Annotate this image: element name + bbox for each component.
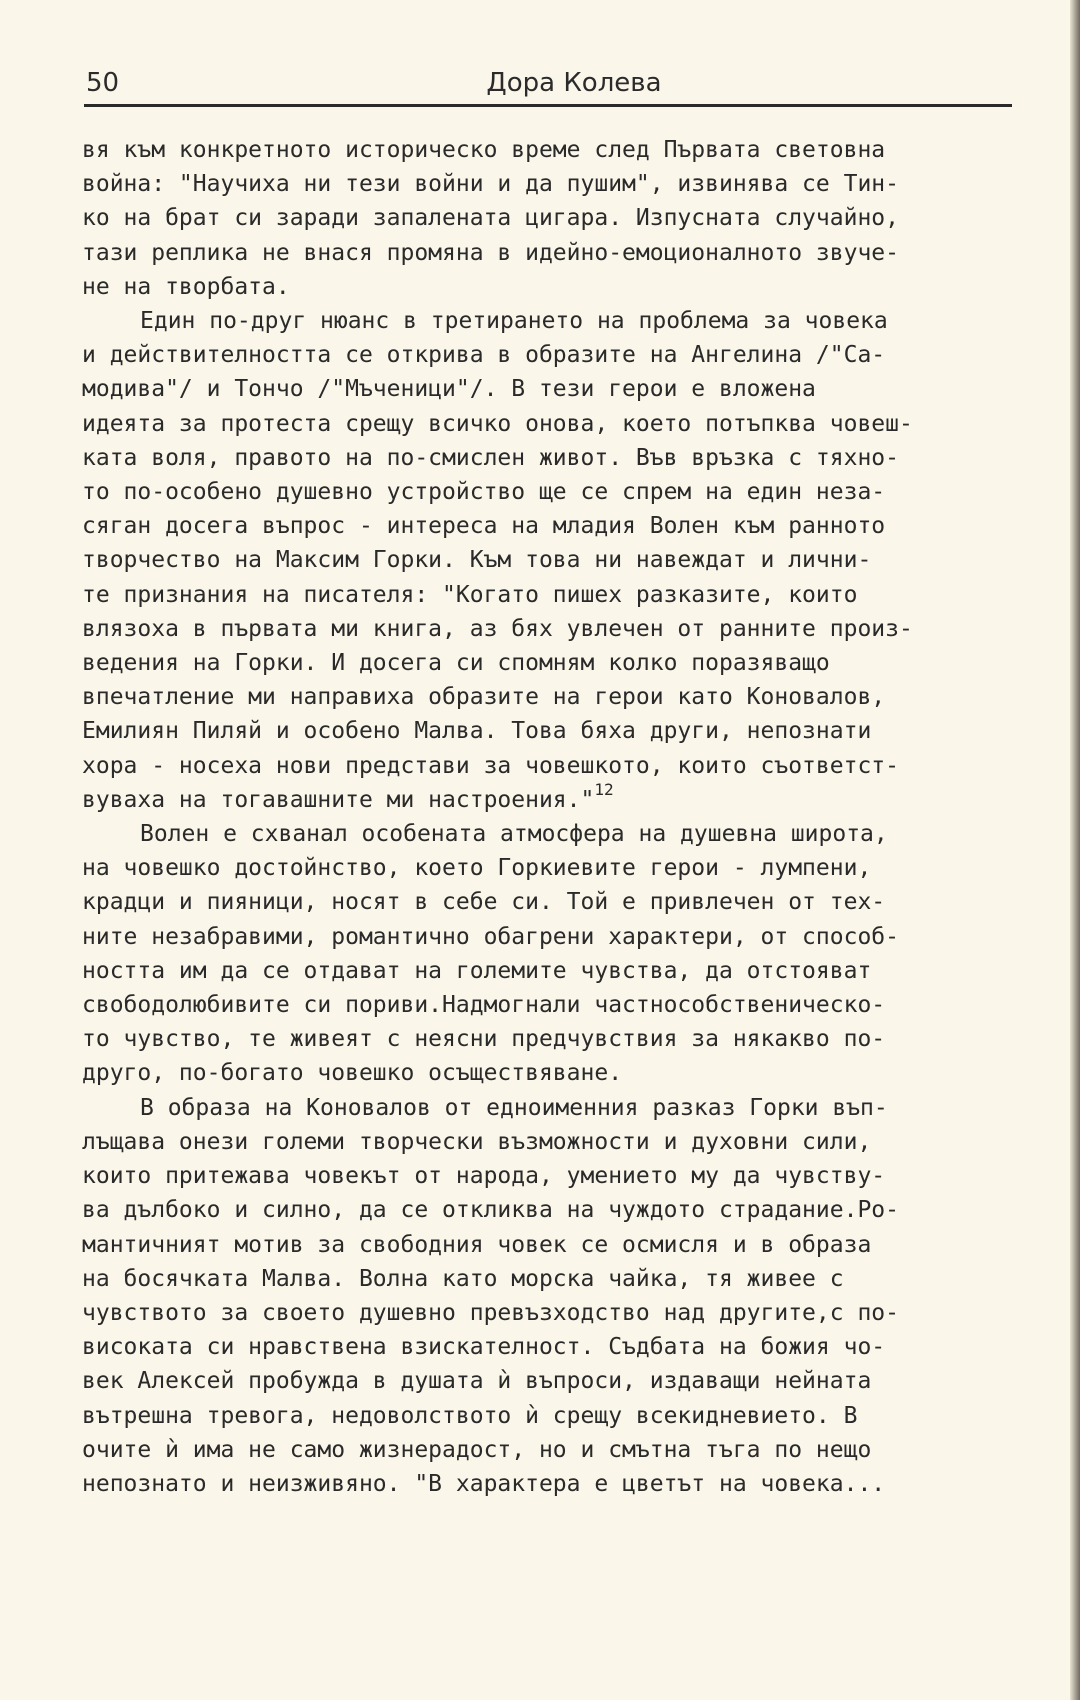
paragraph-first-line: Един по-друг нюанс в третирането на проблема за човека bbox=[140, 308, 888, 335]
text-line: война: "Научиха ни тези войни и да пушим", извинява се Тин- bbox=[82, 171, 899, 198]
text-line: мантичният мотив за свободния човек се осмисля и в образа bbox=[82, 1231, 872, 1258]
text-line: творчество на Максим Горки. Към това ни навеждат и лични- bbox=[82, 547, 872, 574]
page-header bbox=[84, 64, 1012, 107]
text-line: очите ѝ има не само жизнерадост, но и смътна тъга по нещо bbox=[82, 1436, 872, 1463]
paragraph-first-line: В образа на Коновалов от едноименния разказ Горки въп- bbox=[140, 1094, 888, 1121]
text-line: на босячката Малва. Волна като морска чайка, тя живее с bbox=[82, 1265, 844, 1292]
text-line: Емилиян Пиляй и особено Малва. Това бяха други, непознати bbox=[82, 718, 872, 745]
text-line: не на творбата. bbox=[82, 273, 290, 300]
text-line: влязоха в първата ми книга, аз бях увлечен от ранните произ- bbox=[82, 615, 913, 642]
text-line: непознато и неизживяно. "В характера е цветът на човека... bbox=[82, 1470, 886, 1497]
text-line: ведения на Горки. И досега си спомням колко поразяващо bbox=[82, 650, 830, 677]
text-line: то по-особено душевно устройство ще се спрем на един неза- bbox=[82, 479, 886, 506]
text-line: чувството за своето душевно превъзходство над другите,с по- bbox=[82, 1299, 899, 1326]
page-number: 50 bbox=[86, 68, 120, 98]
text-line: на човешко достойнство, което Горкиевите герои - лумпени, bbox=[82, 855, 872, 882]
text-line: вътрешна тревога, недоволството ѝ срещу всекидневието. В bbox=[82, 1402, 858, 1429]
text-line: ката воля, правото на по-смислен живот. Във връзка с тяхно- bbox=[82, 444, 899, 471]
text-line-with-footnote bbox=[82, 779, 1030, 817]
text-line: ко на брат си заради запалената цигара. Изпусната случайно, bbox=[82, 205, 899, 232]
text-line: крадци и пияници, носят в себе си. Той е привлечен от тех- bbox=[82, 889, 886, 916]
text-line: високата си нравствена взискателност. Съдбата на божия чо- bbox=[82, 1334, 886, 1361]
text-line: идеята за протеста срещу всичко онова, което потъпква човеш- bbox=[82, 410, 913, 437]
footnote-reference: 12 bbox=[594, 779, 614, 799]
text-line: хора - носеха нови представи за човешкото, които съответст- bbox=[82, 752, 899, 779]
text-line: те признания на писателя: "Когато пишех разказите, които bbox=[82, 581, 858, 608]
text-line: вя към конкретното историческо време след Първата световна bbox=[82, 137, 886, 163]
running-head-author: Дора Колева bbox=[486, 68, 662, 98]
text-line-content: вуваха на тогавашните ми настроения." bbox=[82, 786, 595, 813]
text-line: то чувство, те живеят с неясни предчувствия за някакво по- bbox=[82, 1026, 886, 1053]
text-line: и действителността се открива в образите на Ангелина /"Са- bbox=[82, 342, 886, 369]
text-line: друго, по-богато човешко осъществяване. bbox=[82, 1060, 623, 1087]
text-line: които притежава човекът от народа, умението му да чувству- bbox=[82, 1163, 886, 1190]
paragraph-first-line: Волен е схванал особената атмосфера на душевна широта, bbox=[140, 821, 888, 848]
text-line: ността им да се отдават на големите чувства, да отстояват bbox=[82, 957, 872, 984]
text-line: впечатление ми направиха образите на герои като Коновалов, bbox=[82, 684, 886, 711]
text-line: лъщава онези големи творчески възможности и духовни сили, bbox=[82, 1128, 872, 1155]
text-line: модива"/ и Тончо /"Мъченици"/. В тези герои е вложена bbox=[82, 376, 816, 403]
body-text bbox=[82, 133, 1030, 1501]
text-line: век Алексей пробужда в душата ѝ въпроси, издаващи нейната bbox=[82, 1368, 872, 1395]
text-line: ните незабравими, романтично обагрени характери, от способ- bbox=[82, 923, 899, 950]
page-edge-shadow bbox=[1070, 0, 1080, 1700]
text-line: тази реплика не внася промяна в идейно-емоционалното звуче- bbox=[82, 239, 899, 266]
text-line: ва дълбоко и силно, да се откликва на чуждото страдание.Ро- bbox=[82, 1197, 899, 1224]
text-line: сяган досега въпрос - интереса на младия Волен към ранното bbox=[82, 513, 886, 540]
text-line: свободолюбивите си пориви.Надмогнали частнособственическо- bbox=[82, 992, 886, 1019]
